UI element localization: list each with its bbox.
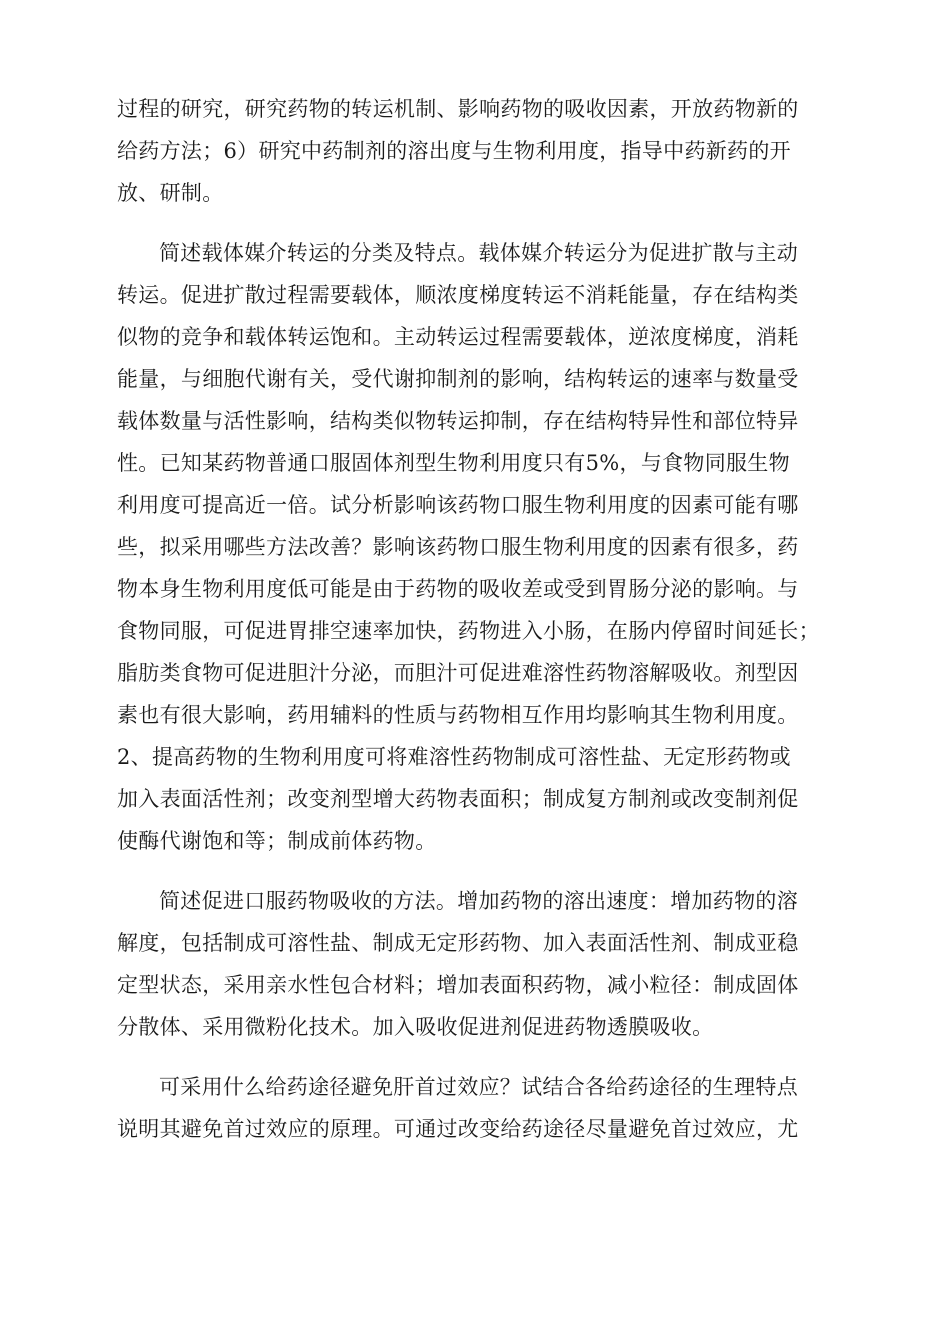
text-line: 使酶代谢饱和等；制成前体药物。 bbox=[117, 829, 437, 853]
text-line: 脂肪类食物可促进胆汁分泌，而胆汁可促进难溶性药物溶解吸收。剂型因 bbox=[117, 661, 799, 685]
paragraph-2 bbox=[117, 232, 837, 862]
text-line: 给药方法；6）研究中药制剂的溶出度与生物利用度，指导中药新药的开 bbox=[117, 139, 791, 163]
text-line: 转运。促进扩散过程需要载体，顺浓度梯度转运不消耗能量，存在结构类 bbox=[117, 283, 799, 307]
text-line: 放、研制。 bbox=[117, 181, 224, 205]
text-line: 加入表面活性剂；改变剂型增大药物表面积；制成复方制剂或改变制剂促 bbox=[117, 787, 799, 811]
text-line: 2、提高药物的生物利用度可将难溶性药物制成可溶性盐、无定形药物或 bbox=[117, 745, 791, 769]
text-line: 定型状态，采用亲水性包合材料；增加表面积药物，减小粒径：制成固体 bbox=[117, 973, 799, 997]
text-line: 过程的研究，研究药物的转运机制、影响药物的吸收因素，开放药物新的 bbox=[117, 97, 799, 121]
document-page bbox=[117, 88, 837, 1150]
text-line: 可采用什么给药途径避免肝首过效应？试结合各给药途径的生理特点 bbox=[159, 1075, 798, 1099]
paragraph-3 bbox=[117, 880, 837, 1048]
text-line: 解度，包括制成可溶性盐、制成无定形药物、加入表面活性剂、制成亚稳 bbox=[117, 931, 799, 955]
text-line: 素也有很大影响，药用辅料的性质与药物相互作用均影响其生物利用度。 bbox=[117, 703, 799, 727]
text-line: 分散体、采用微粉化技术。加入吸收促进剂促进药物透膜吸收。 bbox=[117, 1015, 714, 1039]
paragraph-4 bbox=[117, 1066, 837, 1150]
paragraph-1 bbox=[117, 88, 837, 214]
text-line: 些，拟采用哪些方法改善？影响该药物口服生物利用度的因素有很多，药 bbox=[117, 535, 799, 559]
text-line: 简述促进口服药物吸收的方法。增加药物的溶出速度：增加药物的溶 bbox=[159, 889, 798, 913]
text-line: 食物同服，可促进胃排空速率加快，药物进入小肠，在肠内停留时间延长； bbox=[117, 619, 820, 643]
text-line: 简述载体媒介转运的分类及特点。载体媒介转运分为促进扩散与主动 bbox=[159, 241, 798, 265]
text-line: 利用度可提高近一倍。试分析影响该药物口服生物利用度的因素可能有哪 bbox=[117, 493, 799, 517]
text-line: 说明其避免首过效应的原理。可通过改变给药途径尽量避免首过效应，尤 bbox=[117, 1117, 799, 1141]
text-line: 性。已知某药物普通口服固体剂型生物利用度只有5%，与食物同服生物 bbox=[117, 451, 790, 475]
text-line: 载体数量与活性影响，结构类似物转运抑制，存在结构特异性和部位特异 bbox=[117, 409, 799, 433]
text-line: 能量，与细胞代谢有关，受代谢抑制剂的影响，结构转运的速率与数量受 bbox=[117, 367, 799, 391]
text-line: 物本身生物利用度低可能是由于药物的吸收差或受到胃肠分泌的影响。与 bbox=[117, 577, 799, 601]
text-line: 似物的竞争和载体转运饱和。主动转运过程需要载体，逆浓度梯度，消耗 bbox=[117, 325, 799, 349]
